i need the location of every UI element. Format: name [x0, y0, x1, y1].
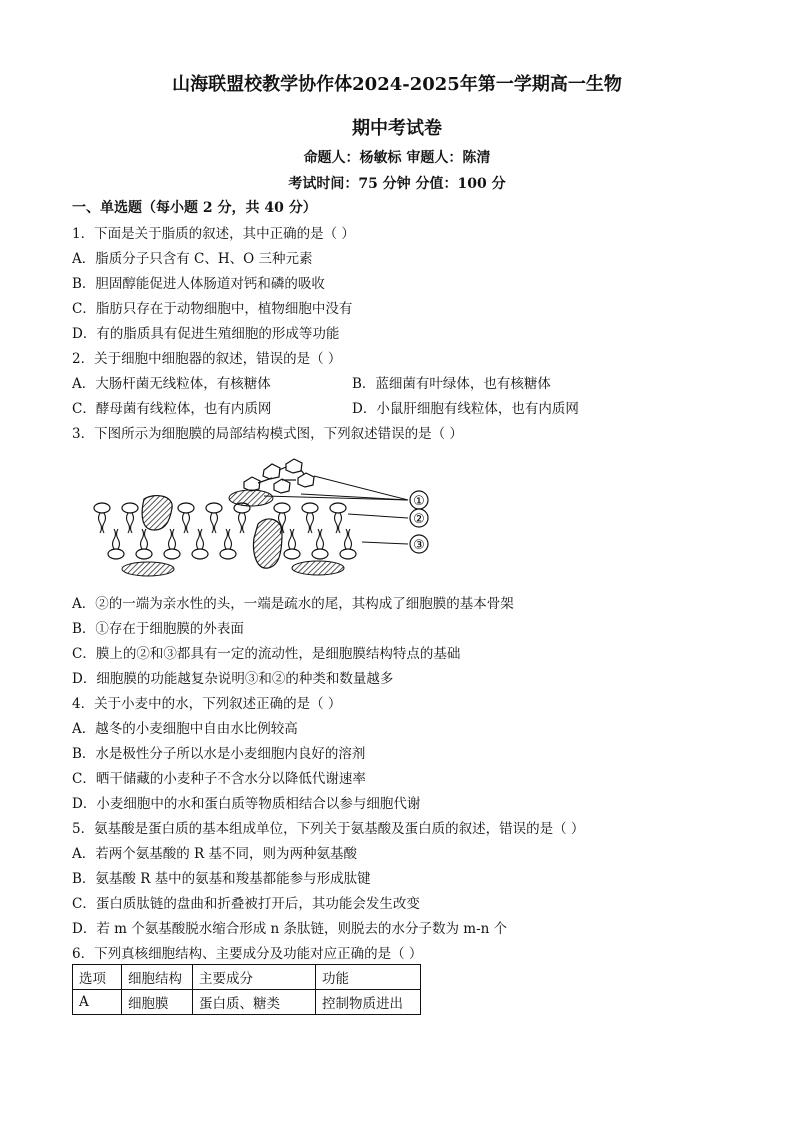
- exam-title-line1: 山海联盟校教学协作体2024-2025年第一学期高一生物: [172, 74, 622, 95]
- exam-info: 考试时间：75 分钟 分值：100 分: [288, 176, 506, 192]
- phospholipid: [302, 503, 318, 533]
- question-1-option-c: C．脂肪只存在于动物细胞中，植物细胞中没有: [72, 301, 353, 317]
- label-3: [410, 535, 428, 553]
- membrane-protein-transmembrane: [254, 519, 282, 568]
- question-5-option-b: B．氨基酸 R 基中的氨基和羧基都能参与形成肽键: [72, 871, 371, 887]
- svg-text:②: ②: [413, 512, 425, 527]
- glycoprotein-sugar-chain: [244, 459, 314, 493]
- question-4-option-d: D．小麦细胞中的水和蛋白质等物质相结合以参与细胞代谢: [72, 796, 421, 812]
- question-1-option-b: B．胆固醇能促进人体肠道对钙和磷的吸收: [72, 276, 325, 292]
- phospholipid: [136, 529, 152, 559]
- peripheral-protein-left: [122, 562, 174, 576]
- question-6-table: [72, 964, 421, 1015]
- question-3-option-d: D．细胞膜的功能越复杂说明③和②的种类和数量越多: [72, 671, 394, 687]
- table-row: [73, 990, 421, 1015]
- cell-membrane-diagram: [86, 456, 446, 581]
- exam-authors: 命题人：杨敏标 审题人：陈清: [303, 150, 491, 166]
- upper-phospholipid-layer: [94, 503, 346, 533]
- phospholipid: [330, 503, 346, 533]
- question-2-option-a: A．大肠杆菌无线粒体，有核糖体: [72, 376, 271, 392]
- table-header-cell: 主要成分: [193, 965, 316, 990]
- phospholipid: [178, 503, 194, 533]
- phospholipid: [234, 503, 250, 533]
- phospholipid: [108, 529, 124, 559]
- table-header-cell: 选项: [73, 965, 122, 990]
- question-2-option-b: B．蓝细菌有叶绿体，也有核糖体: [352, 376, 551, 392]
- phospholipid: [164, 529, 180, 559]
- question-5-option-d: D．若 m 个氨基酸脱水缩合形成 n 条肽链，则脱去的水分子数为 m-n 个: [72, 921, 508, 937]
- question-1-option-d: D．有的脂质具有促进生殖细胞的形成等功能: [72, 326, 340, 342]
- question-1-option-a: A．脂质分子只含有 C、H、O 三种元素: [72, 251, 313, 267]
- table-cell: 控制物质进出: [316, 990, 421, 1015]
- question-3-option-b: B．①存在于细胞膜的外表面: [72, 621, 244, 637]
- table-header-cell: 细胞结构: [122, 965, 193, 990]
- question-4-option-b: B．水是极性分子所以水是小麦细胞内良好的溶剂: [72, 746, 366, 762]
- phospholipid: [312, 529, 328, 559]
- svg-text:③: ③: [413, 538, 425, 553]
- phospholipid: [220, 529, 236, 559]
- question-5-option-c: C．蛋白质肽链的盘曲和折叠被打开后，其功能会发生改变: [72, 896, 420, 912]
- question-3-option-c: C．膜上的②和③都具有一定的流动性，是细胞膜结构特点的基础: [72, 646, 461, 662]
- phospholipid: [122, 503, 138, 533]
- question-4-stem: 4．关于小麦中的水，下列叙述正确的是（ ）: [72, 696, 342, 712]
- question-3-option-a: A．②的一端为亲水性的头，一端是疏水的尾，其构成了细胞膜的基本骨架: [72, 596, 514, 612]
- question-6-stem: 6．下列真核细胞结构、主要成分及功能对应正确的是（ ）: [72, 946, 423, 962]
- table-header-cell: 功能: [316, 965, 421, 990]
- question-5-stem: 5．氨基酸是蛋白质的基本组成单位，下列关于氨基酸及蛋白质的叙述，错误的是（ ）: [72, 821, 585, 837]
- question-4-option-c: C．晒干储藏的小麦种子不含水分以降低代谢速率: [72, 771, 366, 787]
- question-4-option-a: A．越冬的小麦细胞中自由水比例较高: [72, 721, 298, 737]
- question-2-option-c: C．酵母菌有线粒体，也有内质网: [72, 401, 272, 417]
- question-2-option-d: D．小鼠肝细胞有线粒体，也有内质网: [352, 401, 579, 417]
- phospholipid: [284, 529, 300, 559]
- peripheral-protein-right: [292, 561, 344, 575]
- question-5-option-a: A．若两个氨基酸的 R 基不同，则为两种氨基酸: [72, 846, 357, 862]
- table-cell: A: [73, 990, 122, 1015]
- table-cell: 蛋白质、糖类: [193, 990, 316, 1015]
- question-1-stem: 1．下面是关于脂质的叙述，其中正确的是（ ）: [72, 226, 355, 242]
- table-cell: 细胞膜: [122, 990, 193, 1015]
- glycoprotein: [229, 490, 273, 506]
- svg-text:①: ①: [413, 494, 425, 509]
- lower-phospholipid-layer: [108, 529, 356, 559]
- table-header-row: [73, 965, 421, 990]
- label-1: [410, 491, 428, 509]
- phospholipid: [192, 529, 208, 559]
- label-2: [410, 509, 428, 527]
- phospholipid: [340, 529, 356, 559]
- membrane-protein-embedded: [142, 496, 172, 530]
- phospholipid: [94, 503, 110, 533]
- section-heading: 一、单选题（每小题 2 分，共 40 分）: [72, 200, 317, 216]
- exam-title-line2: 期中考试卷: [352, 118, 442, 139]
- question-2-stem: 2．关于细胞中细胞器的叙述，错误的是（ ）: [72, 351, 342, 367]
- question-3-stem: 3．下图所示为细胞膜的局部结构模式图，下列叙述错误的是（ ）: [72, 426, 463, 442]
- phospholipid: [206, 503, 222, 533]
